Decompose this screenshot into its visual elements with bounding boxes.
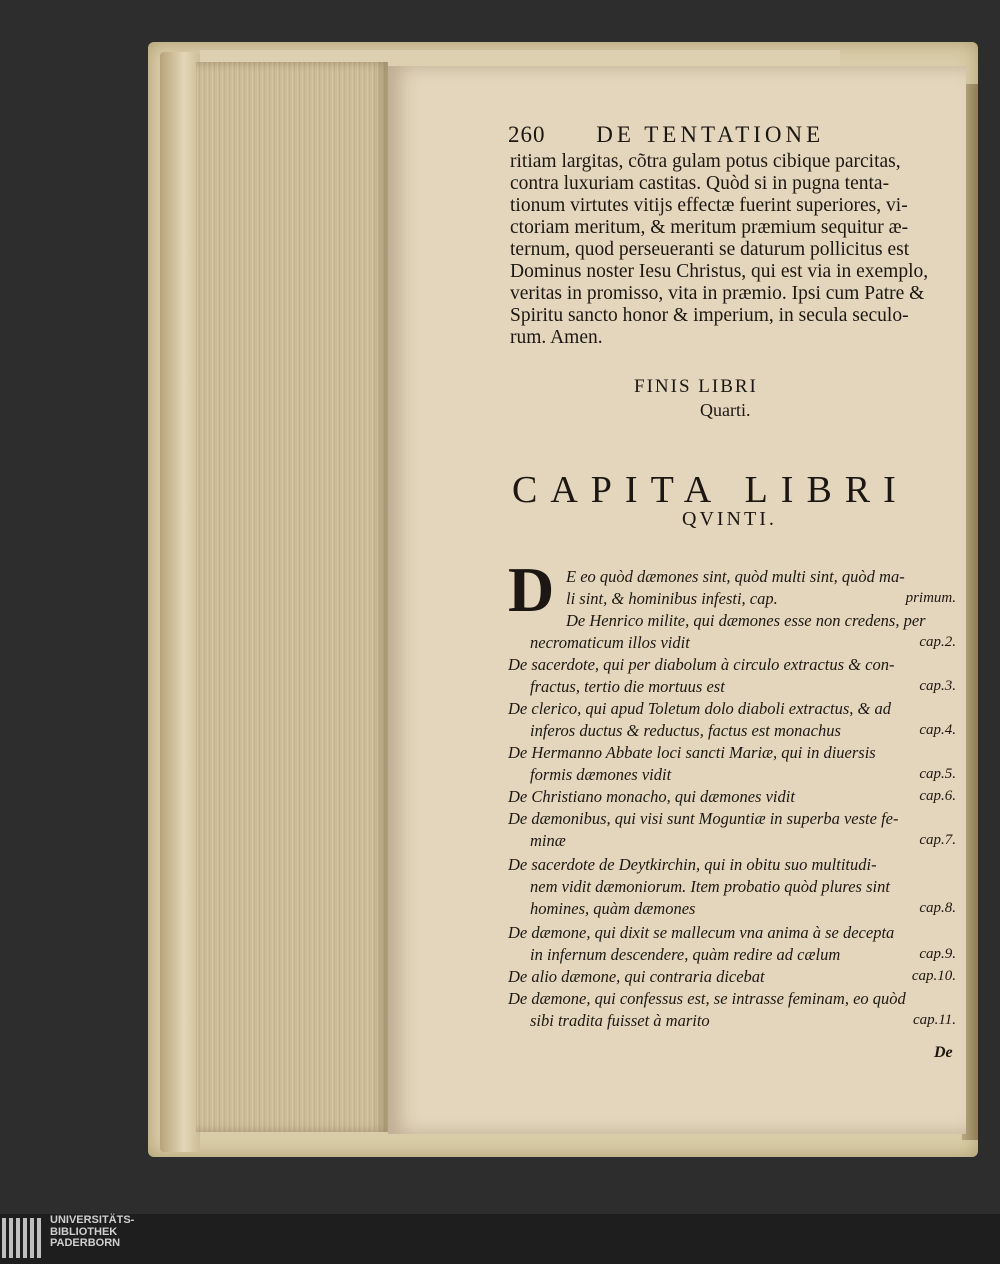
- book-page: [388, 66, 966, 1134]
- library-logo-icon: [2, 1218, 42, 1258]
- toc-chapter-ref: cap.3.: [919, 678, 956, 694]
- toc-line: De clerico, qui apud Toletum dolo diaboli extractus, & ad: [508, 699, 891, 718]
- toc-line: in infernum descendere, quàm redire ad cælum: [530, 945, 841, 964]
- toc-line: E eo quòd dæmones sint, quòd multi sint, quòd ma-: [566, 567, 905, 586]
- toc-line: li sint, & hominibus infesti, cap.: [566, 589, 778, 608]
- body-line: tionum virtutes vitijs effectæ fuerint superiores, vi-: [510, 195, 908, 216]
- toc-line: fractus, tertio die mortuus est: [530, 677, 725, 696]
- body-line: rum. Amen.: [510, 327, 603, 348]
- page-block-edges: [196, 62, 388, 1132]
- body-line: ctoriam meritum, & meritum præmium sequitur æ-: [510, 217, 909, 238]
- toc-chapter-ref: cap.2.: [919, 634, 956, 650]
- footer-bar: [0, 1214, 1000, 1264]
- logo-line: PADERBORN: [50, 1237, 121, 1249]
- finis-heading: FINIS LIBRI: [634, 376, 758, 397]
- toc-line: De alio dæmone, qui contraria dicebat: [508, 967, 765, 986]
- toc-line: De dæmonibus, qui visi sunt Moguntiæ in superba veste fe-: [508, 809, 899, 828]
- section-title: CAPITA LIBRI: [512, 469, 909, 511]
- body-line: ternum, quod perseueranti se daturum pollicitus est: [510, 239, 910, 260]
- toc-line: De dæmone, qui confessus est, se intrasse feminam, eo quòd: [508, 989, 906, 1008]
- drop-cap: D: [508, 554, 555, 625]
- toc-line: minæ: [530, 831, 566, 850]
- body-line: veritas in promisso, vita in præmio. Ipsi cum Patre &: [510, 283, 925, 304]
- running-title: DE TENTATIONE: [596, 122, 825, 147]
- toc-line: De sacerdote de Deytkirchin, qui in obitu suo multitudi-: [508, 855, 877, 874]
- toc-line: formis dæmones vidit: [530, 765, 672, 784]
- logo-line: UNIVERSITÄTS-: [50, 1214, 135, 1226]
- library-logo-text: [50, 1215, 134, 1250]
- toc-line: inferos ductus & reductus, factus est monachus: [530, 721, 841, 740]
- finis-subheading: Quarti.: [700, 400, 751, 420]
- toc-chapter-ref: cap.7.: [919, 832, 956, 848]
- toc-line: De Christiano monacho, qui dæmones vidit: [508, 787, 795, 806]
- toc-line: De Hermanno Abbate loci sancti Mariæ, qui in diuersis: [508, 743, 876, 762]
- body-line: Dominus noster Iesu Christus, qui est via in exemplo,: [510, 261, 929, 282]
- book-spine: [160, 52, 200, 1152]
- body-line: contra luxuriam castitas. Quòd si in pugna tenta-: [510, 173, 890, 194]
- toc-line: nem vidit dæmoniorum. Item probatio quòd plures sint: [530, 877, 890, 896]
- toc-chapter-ref: cap.5.: [919, 766, 956, 782]
- toc-chapter-ref: cap.8.: [919, 900, 956, 916]
- logo-line: BIBLIOTHEK: [50, 1225, 118, 1238]
- page-number: 260: [508, 122, 546, 147]
- toc-chapter-ref: cap.10.: [911, 968, 956, 984]
- toc-chapter-ref: cap.6.: [919, 788, 956, 804]
- toc-line: necromaticum illos vidit: [530, 633, 690, 652]
- body-line: ritiam largitas, cõtra gulam potus cibique parcitas,: [510, 151, 901, 172]
- toc-chapter-ref: cap.4.: [919, 722, 956, 738]
- toc-line: De Henrico milite, qui dæmones esse non credens, per: [566, 611, 926, 630]
- toc-line: sibi tradita fuisset à marito: [530, 1011, 710, 1030]
- toc-line: homines, quàm dæmones: [530, 899, 696, 918]
- running-header: [508, 122, 824, 148]
- toc-line: De dæmone, qui dixit se mallecum vna anima à se decepta: [508, 923, 895, 942]
- section-subtitle: QVINTI.: [682, 508, 777, 530]
- toc-chapter-ref: cap.9.: [919, 946, 956, 962]
- catchword: De: [934, 1044, 953, 1061]
- toc-chapter-ref: primum.: [905, 590, 956, 606]
- toc-line: De sacerdote, qui per diabolum à circulo extractus & con-: [508, 655, 895, 674]
- toc-chapter-ref: cap.11.: [912, 1012, 956, 1028]
- body-line: Spiritu sancto honor & imperium, in secula seculo-: [510, 305, 909, 326]
